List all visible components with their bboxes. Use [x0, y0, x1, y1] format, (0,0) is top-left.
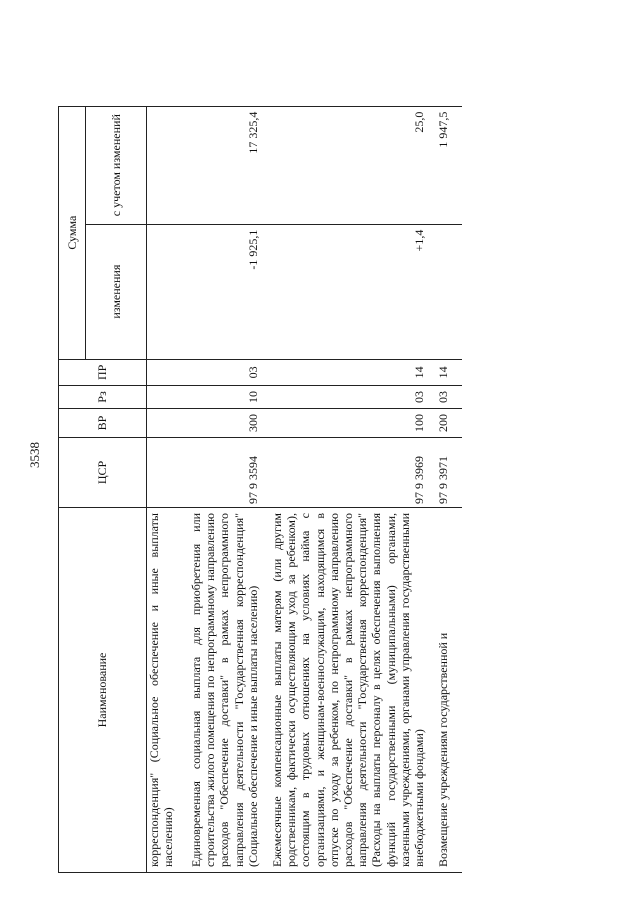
row-name: Ежемесячные компенсационные выплаты матерям (или другим родственникам, фактически осуществляющим уход за ребенком), состоящим в трудовых отношениях на условиях найма с организациями, и женщинам-военнослужащим, находящимся в отпуске по уходу за ребенком, по непрограммному направлению расходов "Обеспечение доставки" в рамках непрограммного направления деятельности "Государственная корреспонденция" (Расходы на выплаты персоналу в целях обеспечения выполнения функций государственными (муниципальными) органами, казенными учреждениями, органами управления государственными внебюджетными фондами) — [262, 508, 428, 873]
row-rz: 03 — [428, 386, 462, 409]
header-pr: ПР — [59, 359, 147, 385]
row-pr: 14 — [428, 359, 462, 385]
row-total: 17 325,4 — [181, 106, 262, 224]
row-rz — [147, 386, 182, 409]
row-total — [147, 106, 182, 224]
row-vr: 100 — [262, 409, 428, 438]
row-total: 1 947,5 — [428, 106, 462, 224]
row-csr: 97 9 3971 — [428, 438, 462, 508]
row-csr: 97 9 3594 — [181, 438, 262, 508]
row-change: +1,4 — [262, 224, 428, 359]
header-csr: ЦСР — [59, 438, 147, 508]
header-rz: Рз — [59, 386, 147, 409]
row-name: Единовременная социальная выплата для приобретения или строительства жилого помещения по непрограммному направлению расходов "Обеспечение доставки" в рамках непрограммного направления деятельности "Государственная корреспонденция" (Социальное обеспечение и иные выплаты населению) — [181, 508, 262, 873]
row-change: -1 925,1 — [181, 224, 262, 359]
header-sum: Сумма — [59, 106, 86, 359]
row-change — [147, 224, 182, 359]
header-vr: ВР — [59, 409, 147, 438]
header-name: Наименование — [59, 508, 147, 873]
row-rz: 10 — [181, 386, 262, 409]
row-change — [428, 224, 462, 359]
row-name: корреспонденция" (Социальное обеспечение и иные выплаты населению) — [147, 508, 182, 873]
row-name: Возмещение учреждениям государственной и — [428, 508, 462, 873]
row-total: 25,0 — [262, 106, 428, 224]
row-vr: 300 — [181, 409, 262, 438]
table-row — [181, 106, 262, 872]
row-pr — [147, 359, 182, 385]
table-row — [428, 106, 462, 872]
header-changes: изменения — [86, 224, 147, 359]
row-pr: 14 — [262, 359, 428, 385]
header-with-changes: с учетом изменений — [86, 106, 147, 224]
row-csr — [147, 438, 182, 508]
row-vr — [147, 409, 182, 438]
table-row — [147, 106, 182, 872]
table-row — [262, 106, 428, 872]
budget-table — [58, 106, 462, 873]
row-csr: 97 9 3969 — [262, 438, 428, 508]
row-rz: 03 — [262, 386, 428, 409]
page-number: 3538 — [27, 442, 42, 468]
row-pr: 03 — [181, 359, 262, 385]
row-vr: 200 — [428, 409, 462, 438]
